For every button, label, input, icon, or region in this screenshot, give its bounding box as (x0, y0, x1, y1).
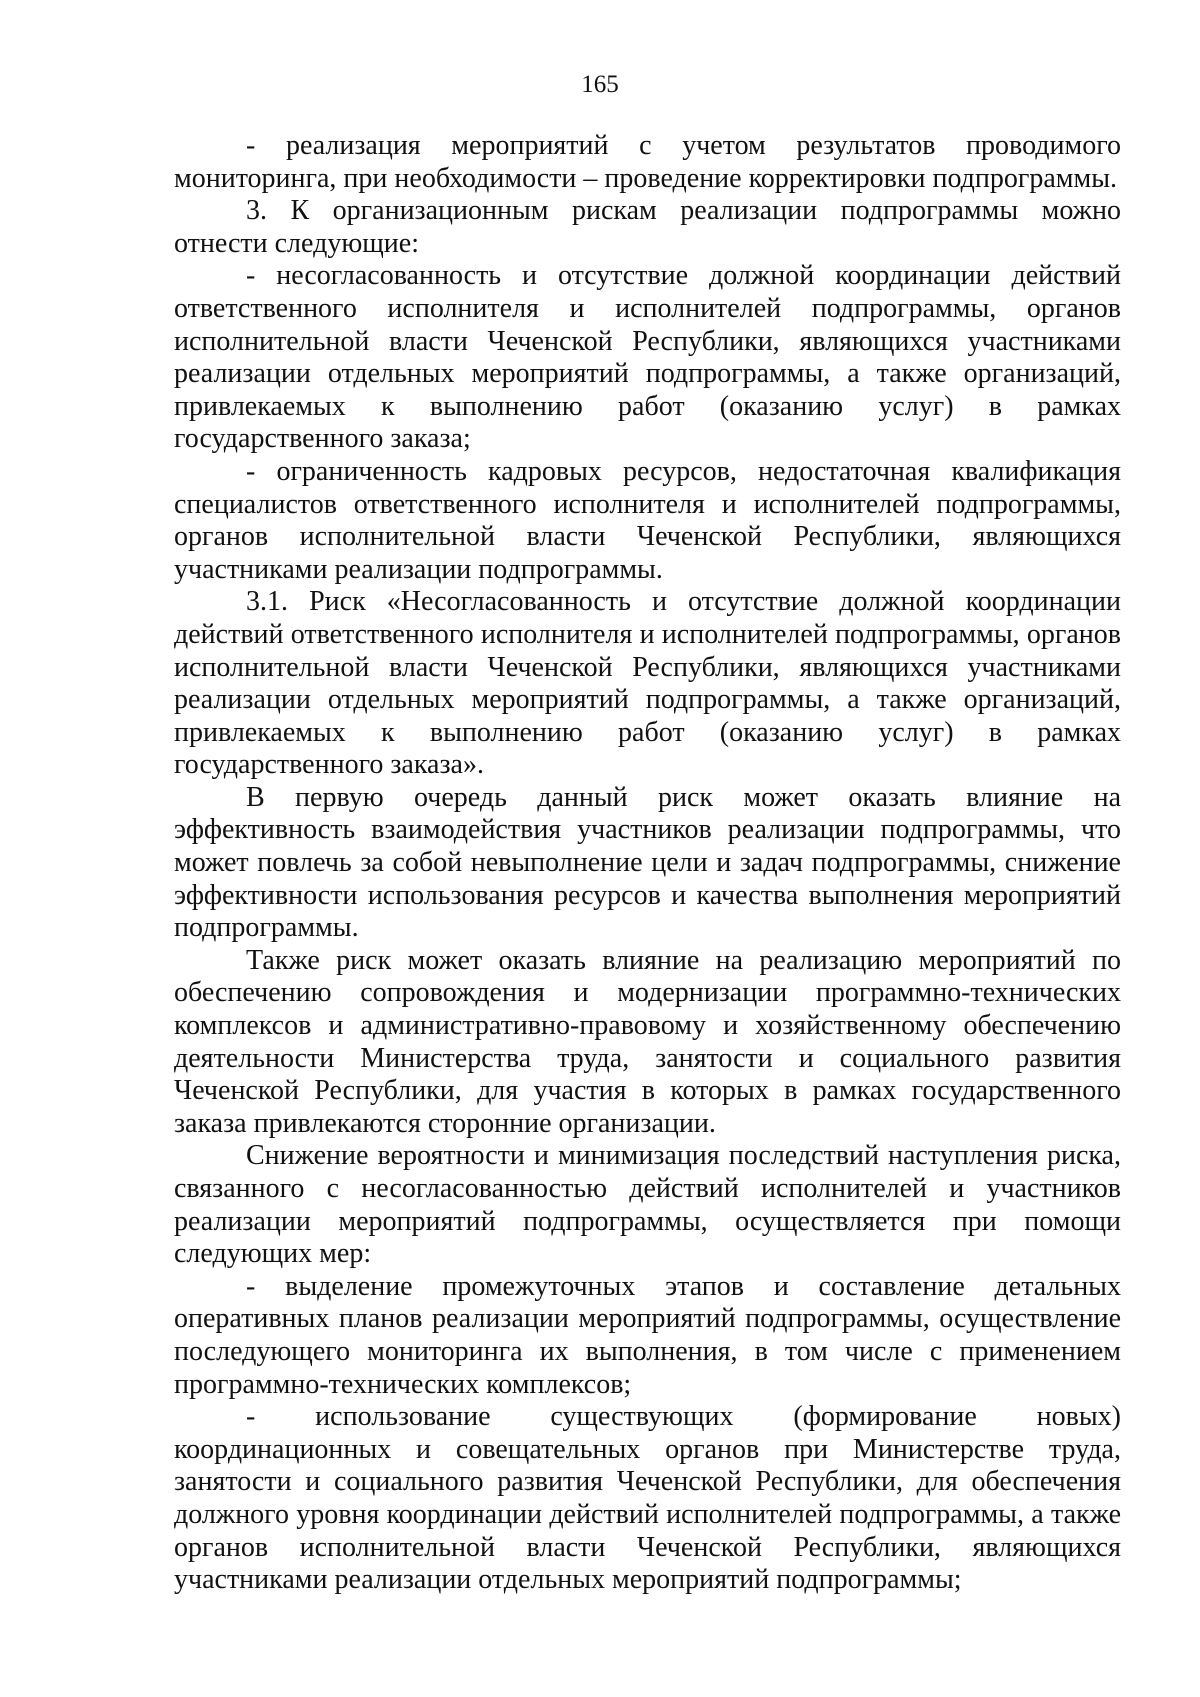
paragraph-risk-3-1-title: 3.1. Риск «Несогласованность и отсутствие должной координации действий ответственного исполнителя и исполнителей подпрограммы, органов исполнительной власти Чеченской Республики, являющихся участниками реализации отдельных мероприятий подпрограммы, а также организаций, привлекаемых к выполнению работ (оказанию услуг) в рамках государственного заказа». (174, 586, 1121, 781)
paragraph-mitigation-stages: - выделение промежуточных этапов и составление детальных оперативных планов реализации мероприятий подпрограммы, осуществление последующего мониторинга их выполнения, в том числе с применением программно-технических комплексов; (174, 1270, 1121, 1400)
paragraph-risk-staffing: - ограниченность кадровых ресурсов, недостаточная квалификация специалистов ответственного исполнителя и исполнителей подпрограммы, органов исполнительной власти Чеченской Республики, являющихся участниками реализации подпрограммы. (174, 455, 1121, 585)
paragraph-organizational-risks-heading: 3. К организационным рискам реализации подпрограммы можно отнести следующие: (174, 195, 1121, 259)
document-body (174, 130, 1121, 1597)
paragraph-risk-coordination: - несогласованность и отсутствие должной координации действий ответственного исполнителя и исполнителей подпрограммы, органов исполнительной власти Чеченской Республики, являющихся участниками реализации отдельных мероприятий подпрограммы, а также организаций, привлекаемых к выполнению работ (оказанию услуг) в рамках государственного заказа; (174, 260, 1121, 455)
page-number: 165 (581, 71, 619, 98)
paragraph-risk-influence: Также риск может оказать влияние на реализацию мероприятий по обеспечению сопровождения и модернизации программно-технических комплексов и административно-правовому и хозяйственному обеспечению деятельности Министерства труда, занятости и социального развития Чеченской Республики, для участия в которых в рамках государственного заказа привлекаются сторонние организации. (174, 944, 1121, 1139)
paragraph-mitigation-intro: Снижение вероятности и минимизация последствий наступления риска, связанного с несогласованностью действий исполнителей и участников реализации мероприятий подпрограммы, осуществляется при помощи следующих мер: (174, 1140, 1121, 1270)
paragraph-mitigation-coordination-bodies: - использование существующих (формирование новых) координационных и совещательных органов при Министерстве труда, занятости и социального развития Чеченской Республики, для обеспечения должного уровня координации действий исполнителей подпрограммы, а также органов исполнительной власти Чеченской Республики, являющихся участниками реализации отдельных мероприятий подпрограммы; (174, 1401, 1121, 1596)
paragraph-risk-impact: В первую очередь данный риск может оказать влияние на эффективность взаимодействия участников реализации подпрограммы, что может повлечь за собой невыполнение цели и задач подпрограммы, снижение эффективности использования ресурсов и качества выполнения мероприятий подпрограммы. (174, 781, 1121, 944)
paragraph-monitoring-adjustment: - реализация мероприятий с учетом результатов проводимого мониторинга, при необходимости – проведение корректировки подпрограммы. (174, 130, 1121, 194)
